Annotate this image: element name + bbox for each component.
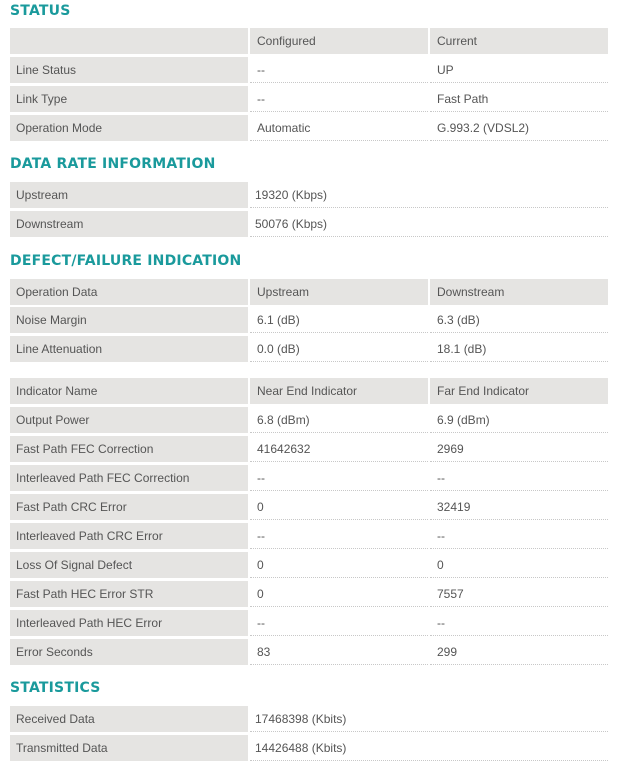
row-label: Fast Path FEC Correction: [10, 436, 248, 462]
row-label: Upstream: [10, 182, 248, 208]
current-value: G.993.2 (VDSL2): [430, 115, 608, 141]
downstream-value: 6.3 (dB): [430, 307, 608, 333]
row-label: Error Seconds: [10, 639, 248, 665]
configured-value: Automatic: [250, 115, 428, 141]
row-label: Output Power: [10, 407, 248, 433]
row-label: Transmitted Data: [10, 735, 248, 761]
statistics-value: 14426488 (Kbits): [250, 735, 608, 761]
row-label: Interleaved Path FEC Correction: [10, 465, 248, 491]
header-indicator-name: Indicator Name: [10, 378, 248, 404]
far-end-value: 7557: [430, 581, 608, 607]
rate-value: 50076 (Kbps): [250, 211, 608, 237]
rate-value: 19320 (Kbps): [250, 182, 608, 208]
header-far-end: Far End Indicator: [430, 378, 608, 404]
far-end-value: 0: [430, 552, 608, 578]
header-downstream: Downstream: [430, 279, 608, 305]
defect-section-title: DEFECT/FAILURE INDICATION: [10, 253, 242, 269]
far-end-value: --: [430, 610, 608, 636]
statistics-section-title: STATISTICS: [10, 680, 101, 696]
header-upstream: Upstream: [250, 279, 428, 305]
near-end-value: 83: [250, 639, 428, 665]
near-end-value: 6.8 (dBm): [250, 407, 428, 433]
current-value: Fast Path: [430, 86, 608, 112]
current-value: UP: [430, 57, 608, 83]
status-header-empty: [10, 28, 248, 54]
row-label: Downstream: [10, 211, 248, 237]
row-label: Fast Path CRC Error: [10, 494, 248, 520]
row-label: Received Data: [10, 706, 248, 732]
configured-value: --: [250, 86, 428, 112]
header-operation-data: Operation Data: [10, 279, 248, 305]
downstream-value: 18.1 (dB): [430, 336, 608, 362]
row-label: Operation Mode: [10, 115, 248, 141]
status-section-title: STATUS: [10, 3, 71, 19]
upstream-value: 0.0 (dB): [250, 336, 428, 362]
far-end-value: 2969: [430, 436, 608, 462]
near-end-value: --: [250, 610, 428, 636]
data-rate-section-title: DATA RATE INFORMATION: [10, 156, 216, 172]
row-label: Link Type: [10, 86, 248, 112]
upstream-value: 6.1 (dB): [250, 307, 428, 333]
configured-value: --: [250, 57, 428, 83]
statistics-value: 17468398 (Kbits): [250, 706, 608, 732]
near-end-value: 0: [250, 494, 428, 520]
row-label: Line Status: [10, 57, 248, 83]
near-end-value: 0: [250, 581, 428, 607]
near-end-value: 41642632: [250, 436, 428, 462]
near-end-value: 0: [250, 552, 428, 578]
row-label: Interleaved Path CRC Error: [10, 523, 248, 549]
row-label: Line Attenuation: [10, 336, 248, 362]
row-label: Loss Of Signal Defect: [10, 552, 248, 578]
far-end-value: 299: [430, 639, 608, 665]
row-label: Noise Margin: [10, 307, 248, 333]
near-end-value: --: [250, 523, 428, 549]
far-end-value: 32419: [430, 494, 608, 520]
status-header-current: Current: [430, 28, 608, 54]
header-near-end: Near End Indicator: [250, 378, 428, 404]
status-header-configured: Configured: [250, 28, 428, 54]
near-end-value: --: [250, 465, 428, 491]
far-end-value: --: [430, 523, 608, 549]
far-end-value: --: [430, 465, 608, 491]
far-end-value: 6.9 (dBm): [430, 407, 608, 433]
row-label: Interleaved Path HEC Error: [10, 610, 248, 636]
row-label: Fast Path HEC Error STR: [10, 581, 248, 607]
